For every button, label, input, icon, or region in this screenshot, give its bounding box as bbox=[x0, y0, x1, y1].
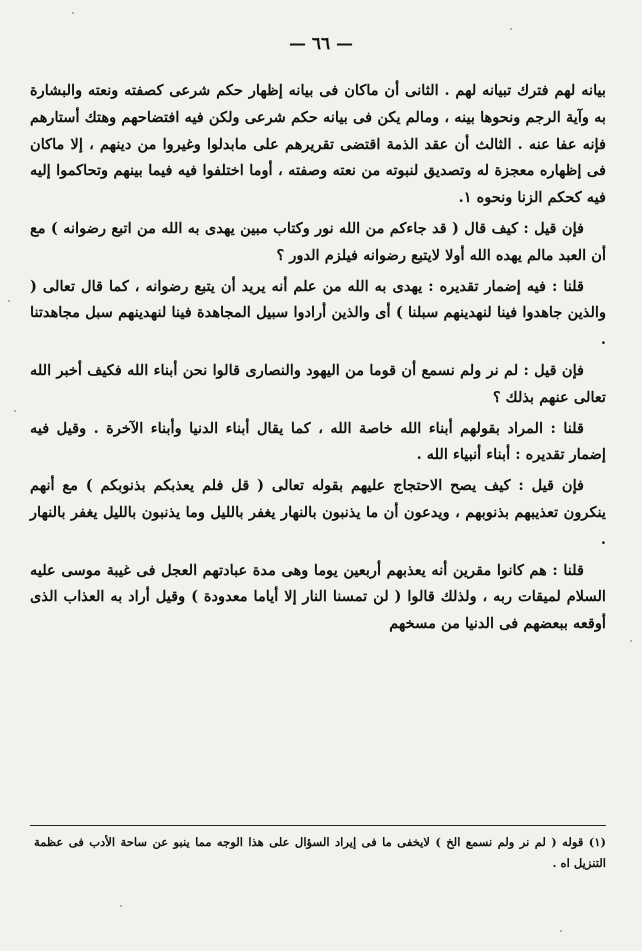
scan-speck bbox=[14, 410, 16, 412]
page-number: — ٦٦ — bbox=[288, 34, 354, 54]
paragraph-5: قلنا : المراد بقولهم أبناء الله خاصة الله ، كما يقال أبناء الدنيا وأبناء الآخرة . وقيل فيه إضمار تقديره : أبناء أنبياء الله . bbox=[30, 419, 606, 464]
main-text bbox=[30, 78, 606, 638]
footnote: (١) قوله ( لم نر ولم نسمع الخ ) لايخفى ما فى إيراد السؤال على هذا الوجه مما ينبو عن ساحة الأدب فى عظمة التنزيل اه . bbox=[34, 835, 606, 870]
paragraph-7: قلنا : هم كانوا مقرين أنه يعذبهم أربعين يوما وهى مدة عبادتهم العجل فى غيبة موسى عليه السلام لميقات ربه ، ولذلك قالوا ( لن تمسنا النار إلا أياما معدودة ) وقيل أراد به العذاب الذى أوقعه ببعضهم فى الدنيا من مسخهم bbox=[30, 561, 606, 633]
paragraph-3: قلنا : فيه إضمار تقديره : يهدى به الله من علم أنه يريد أن يتبع رضوانه ، كما قال تعالى ( والذين جاهدوا فينا لنهدينهم سبلنا ) أى والذين أرادوا سبيل المجاهدة فينا لنهدينهم سبل مجاهدتنا . bbox=[30, 277, 606, 349]
scan-speck bbox=[560, 930, 562, 932]
scan-speck bbox=[120, 905, 122, 907]
scan-speck bbox=[630, 640, 632, 642]
paragraph-4: فإن قيل : لم نر ولم نسمع أن قوما من اليهود والنصارى قالوا نحن أبناء الله فكيف أخبر الله تعالى عنهم بذلك ؟ bbox=[30, 361, 606, 406]
paragraph-6: فإن قيل : كيف يصح الاحتجاج عليهم بقوله تعالى ( قل فلم يعذبكم بذنوبكم ) مع أنهم ينكرون تعذيبهم بذنوبهم ، ويدعون أن ما يذنبون بالنهار يغفر بالليل وما يذنبون بالليل يغفر بالنهار . bbox=[30, 477, 606, 548]
paragraph-1: بيانه لهم فترك تبيانه لهم . الثانى أن ماكان فى بيانه إظهار حكم شرعى كصفته ونعته والبشارة به وآية الرجم ونحوها بينه ، ومالم يكن فى بيانه حكم شرعى ولكن فيه افتضاحهم وهتك أستارهم فإنه عفا عنه . الثالث أن عقد الذمة اقتضى تقريرهم على مابدلوا وغيروا من دينهم ، إلا ماكان فى إظهاره معجزة له وتصديق لنبوته من نعته وصفته ، أوما اختلفوا فيه فيما بينهم وتحاكموا إليه فيه كحكم الزنا ونحوه ١. bbox=[30, 82, 606, 207]
footnote-divider bbox=[30, 825, 606, 826]
scan-speck bbox=[510, 28, 512, 30]
scan-speck bbox=[72, 12, 74, 14]
paragraph-2: فإن قيل : كيف قال ( قد جاءكم من الله نور وكتاب مبين يهدى به الله من اتبع رضوانه ) مع أن العبد مالم يهده الله أولا لايتبع رضوانه فيلزم الدور ؟ bbox=[30, 219, 606, 264]
scan-speck bbox=[8, 300, 10, 302]
